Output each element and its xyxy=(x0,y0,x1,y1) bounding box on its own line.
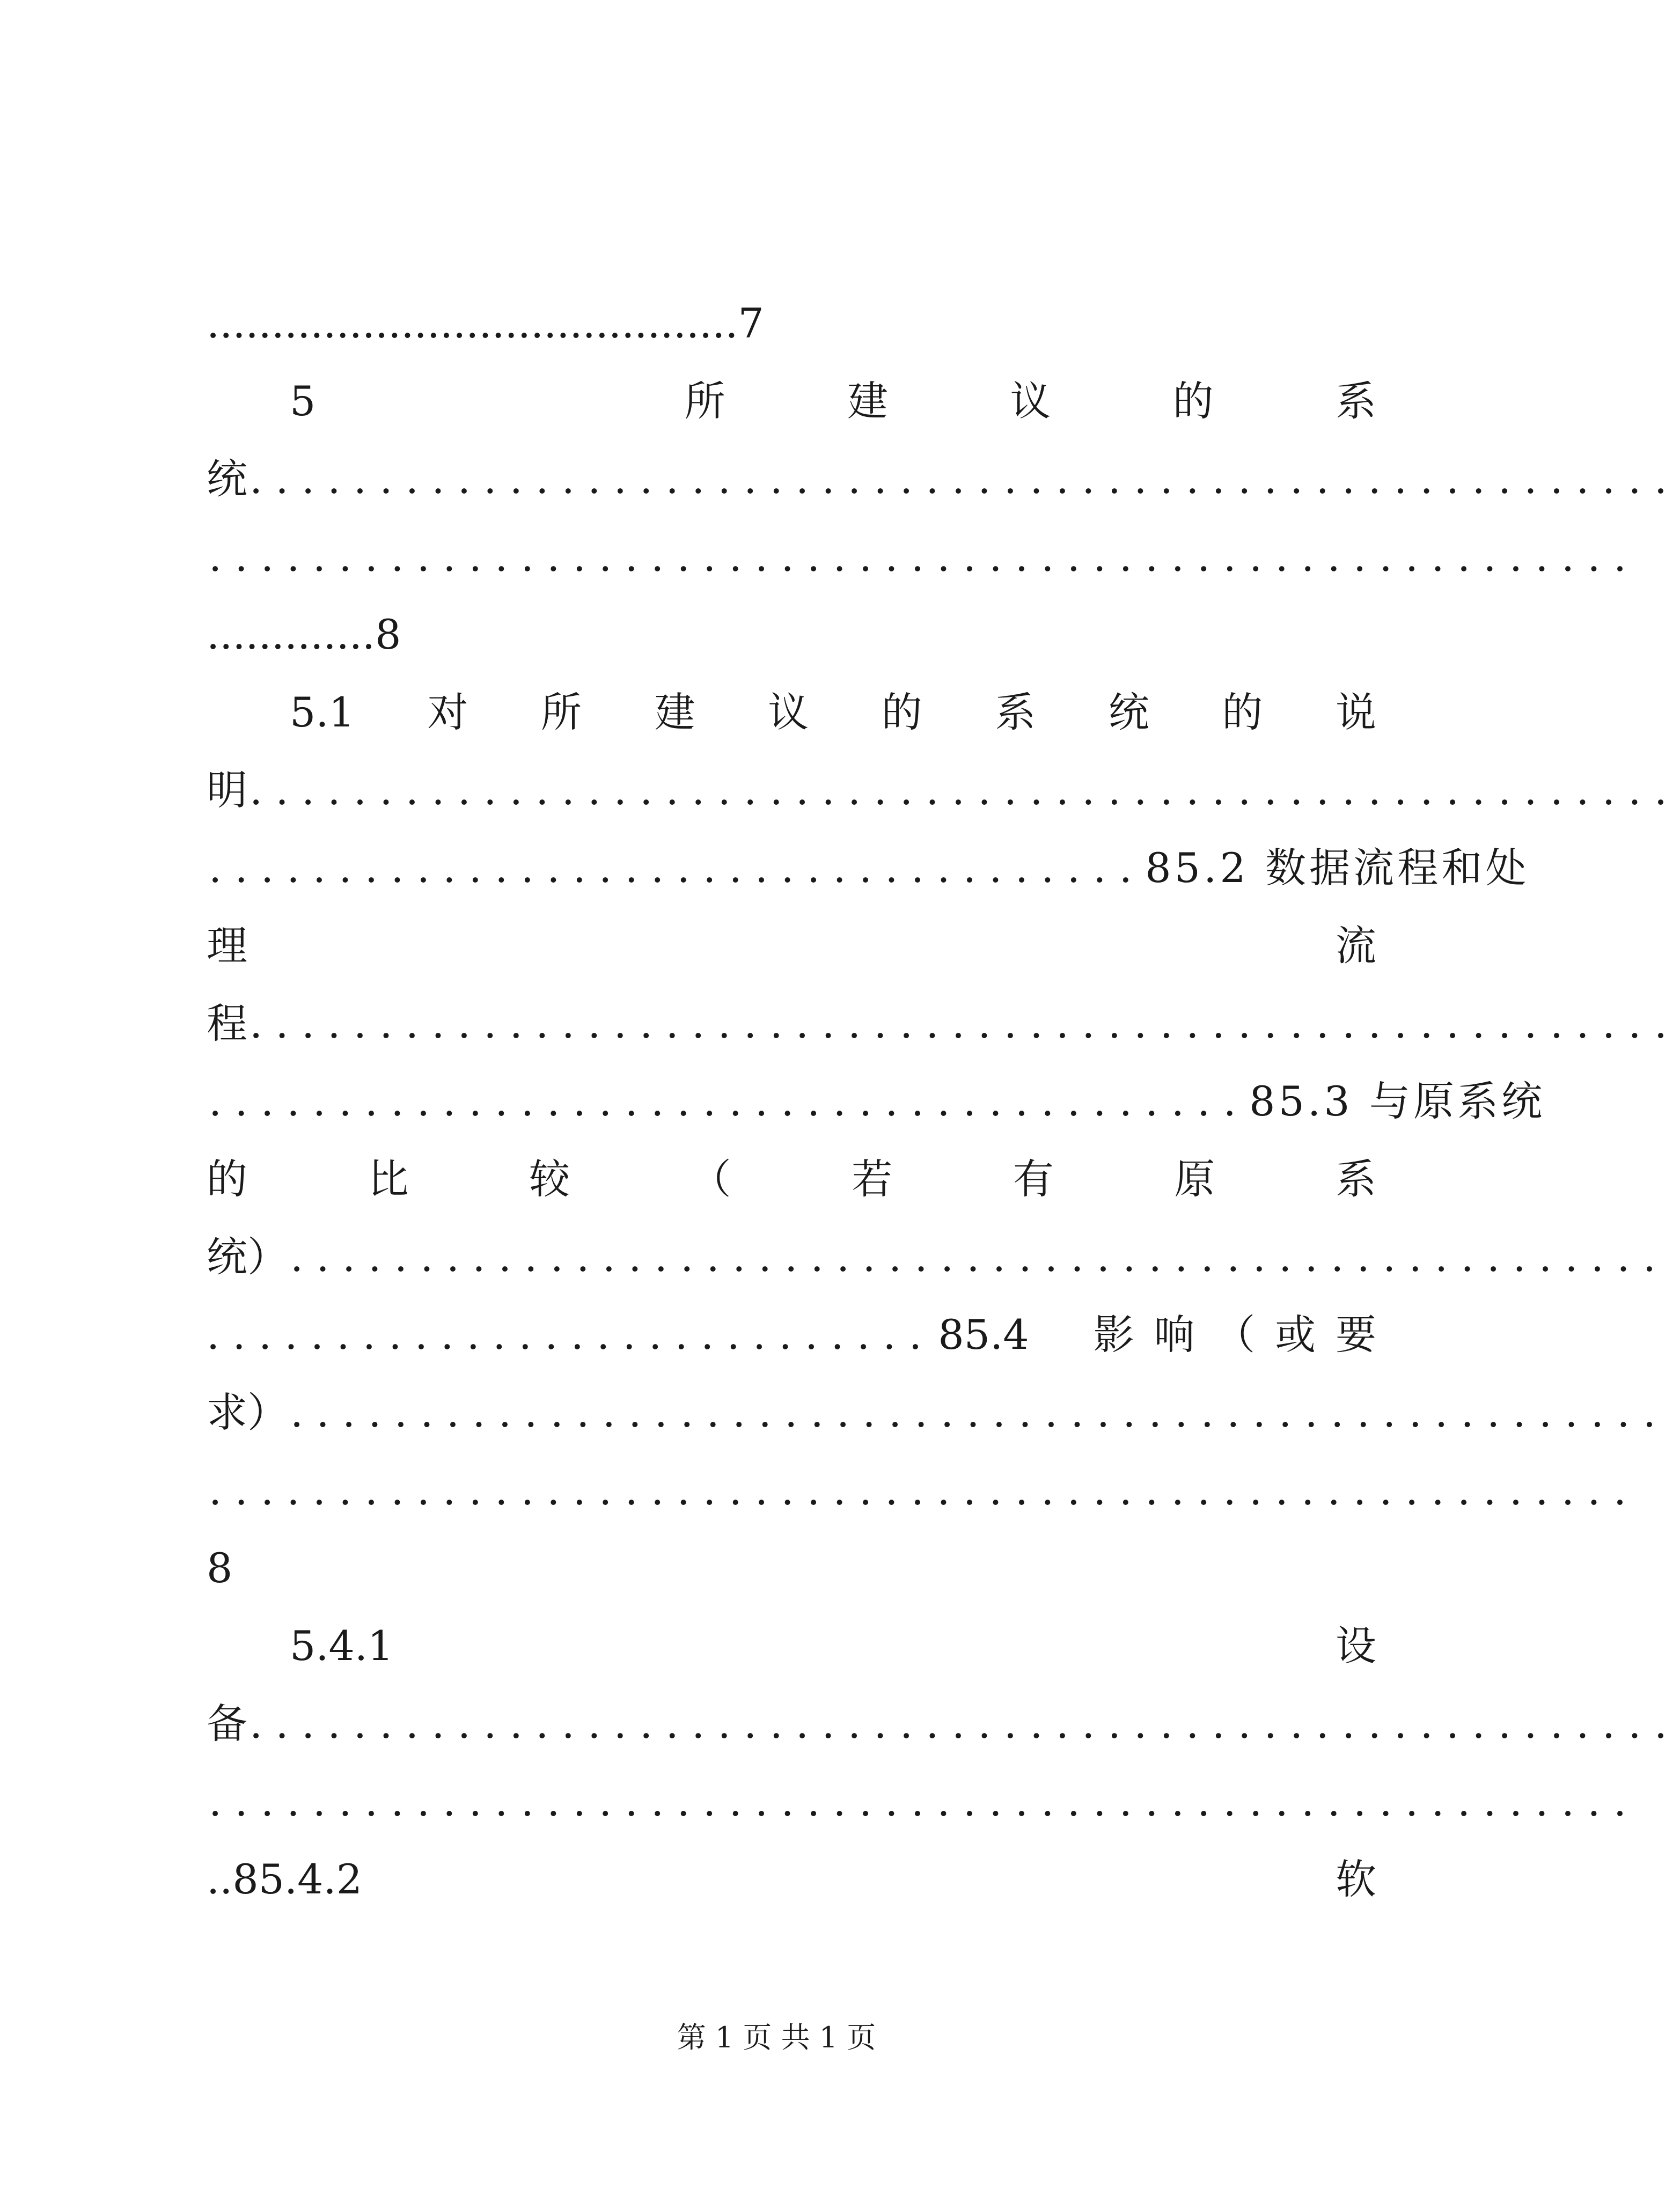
toc-entry-5-1-heading xyxy=(290,683,1376,742)
dot-leader: ......................................... xyxy=(207,299,738,347)
section-number: 5.1 xyxy=(290,688,355,736)
heading-char: 统 xyxy=(1108,688,1149,736)
heading-char: 响 xyxy=(1154,1311,1195,1358)
toc-entry-5-3-continued xyxy=(207,1150,1376,1209)
heading-char: 的 xyxy=(881,688,922,736)
heading-char: 流 xyxy=(1336,922,1376,970)
heading-char: 议 xyxy=(768,688,809,736)
heading-char: 较 xyxy=(529,1155,570,1203)
heading-char: 系 xyxy=(995,688,1036,736)
dot-leader: ....................................................... xyxy=(250,766,1680,814)
heading-char: 系 xyxy=(1336,377,1376,425)
heading-char: 统 xyxy=(207,455,247,503)
heading-char: 所 xyxy=(684,377,725,425)
heading-char: 程 xyxy=(207,1000,247,1047)
toc-entry-5-4-2-heading xyxy=(207,1850,1376,1909)
toc-page-number-line xyxy=(207,1539,1376,1598)
heading-text: 85.3 与原系统 xyxy=(1249,1077,1546,1125)
dot-leader: ..................................................... xyxy=(290,1233,1669,1281)
toc-entry-5-3-heading xyxy=(207,1072,1546,1131)
heading-char: 设 xyxy=(1336,1622,1376,1670)
heading-char: 比 xyxy=(368,1155,409,1203)
heading-char: 的 xyxy=(207,1155,247,1203)
section-number: 5.4.1 xyxy=(290,1622,394,1670)
dot-leader: ....................................................... xyxy=(250,455,1680,503)
heading-char: 的 xyxy=(1222,688,1263,736)
toc-entry-5-2-tail xyxy=(207,994,1680,1053)
dot-leader: .................................... xyxy=(209,844,1146,892)
toc-entry-5-tail xyxy=(207,450,1680,509)
toc-entry-5-4-heading xyxy=(207,1305,1376,1364)
toc-line-leader xyxy=(207,527,1640,586)
heading-char: （ xyxy=(690,1155,731,1203)
page-number: 8 xyxy=(207,1544,233,1592)
section-number: ..85.4.2 xyxy=(207,1855,363,1903)
heading-char: 的 xyxy=(1172,377,1214,425)
dot-leader: ............. xyxy=(207,611,376,658)
heading-char: 或 xyxy=(1275,1311,1316,1358)
heading-char: 若 xyxy=(852,1155,893,1203)
dot-leader: ....................................................... xyxy=(209,1466,1640,1514)
dot-leader: ....................................................... xyxy=(250,1700,1680,1747)
page-number: 8 xyxy=(375,611,401,658)
heading-char: 系 xyxy=(1335,1155,1376,1203)
heading-char: 影 xyxy=(1093,1311,1134,1358)
heading-char: 建 xyxy=(847,377,889,425)
dot-leader: ............................ xyxy=(207,1311,935,1358)
section-number: 5 xyxy=(290,377,316,425)
dot-leader: ..................................................... xyxy=(290,1389,1669,1436)
toc-line-leader xyxy=(207,1461,1640,1520)
section-number: 85.4 xyxy=(938,1311,1029,1358)
heading-char: 建 xyxy=(654,688,695,736)
heading-char: （ xyxy=(1214,1311,1256,1358)
heading-char: 统） xyxy=(207,1233,288,1281)
heading-chars xyxy=(1094,1305,1376,1364)
toc-line-leader-8 xyxy=(207,605,1376,664)
heading-char: 原 xyxy=(1174,1155,1215,1203)
heading-char: 有 xyxy=(1013,1155,1054,1203)
heading-char: 求） xyxy=(207,1389,288,1436)
toc-entry-5-3-tail xyxy=(207,1228,1669,1287)
heading-char: 备 xyxy=(207,1700,247,1747)
dot-leader: ....................................................... xyxy=(250,1000,1680,1047)
toc-line-leader xyxy=(207,1772,1640,1831)
dot-leader: ....................................................... xyxy=(209,533,1640,581)
toc-entry-5-4-1-tail xyxy=(207,1694,1680,1753)
heading-text: 85.2 数据流程和处 xyxy=(1145,844,1530,892)
toc-entry-5-2-heading xyxy=(207,839,1530,898)
toc-entry-5-2-continued xyxy=(207,916,1376,975)
toc-entry-5-4-tail xyxy=(207,1383,1669,1442)
dot-leader: ........................................ xyxy=(209,1077,1250,1125)
toc-entry-5-1-tail xyxy=(207,761,1680,820)
dot-leader: ....................................................... xyxy=(209,1778,1640,1825)
heading-char: 所 xyxy=(541,688,582,736)
heading-char: 对 xyxy=(427,688,468,736)
heading-char: 说 xyxy=(1335,688,1376,736)
toc-entry-5-heading xyxy=(290,372,1376,431)
heading-char: 要 xyxy=(1335,1311,1376,1358)
toc-entry-5-4-1-heading xyxy=(290,1617,1376,1676)
heading-char: 议 xyxy=(1010,377,1051,425)
page-number: 7 xyxy=(738,299,764,347)
page-footer: 第 1 页 共 1 页 xyxy=(677,2021,876,2054)
toc-line-leader-7 xyxy=(207,294,1376,353)
heading-char: 理 xyxy=(207,922,247,970)
heading-char: 软 xyxy=(1336,1855,1376,1903)
heading-char: 明 xyxy=(207,766,247,814)
